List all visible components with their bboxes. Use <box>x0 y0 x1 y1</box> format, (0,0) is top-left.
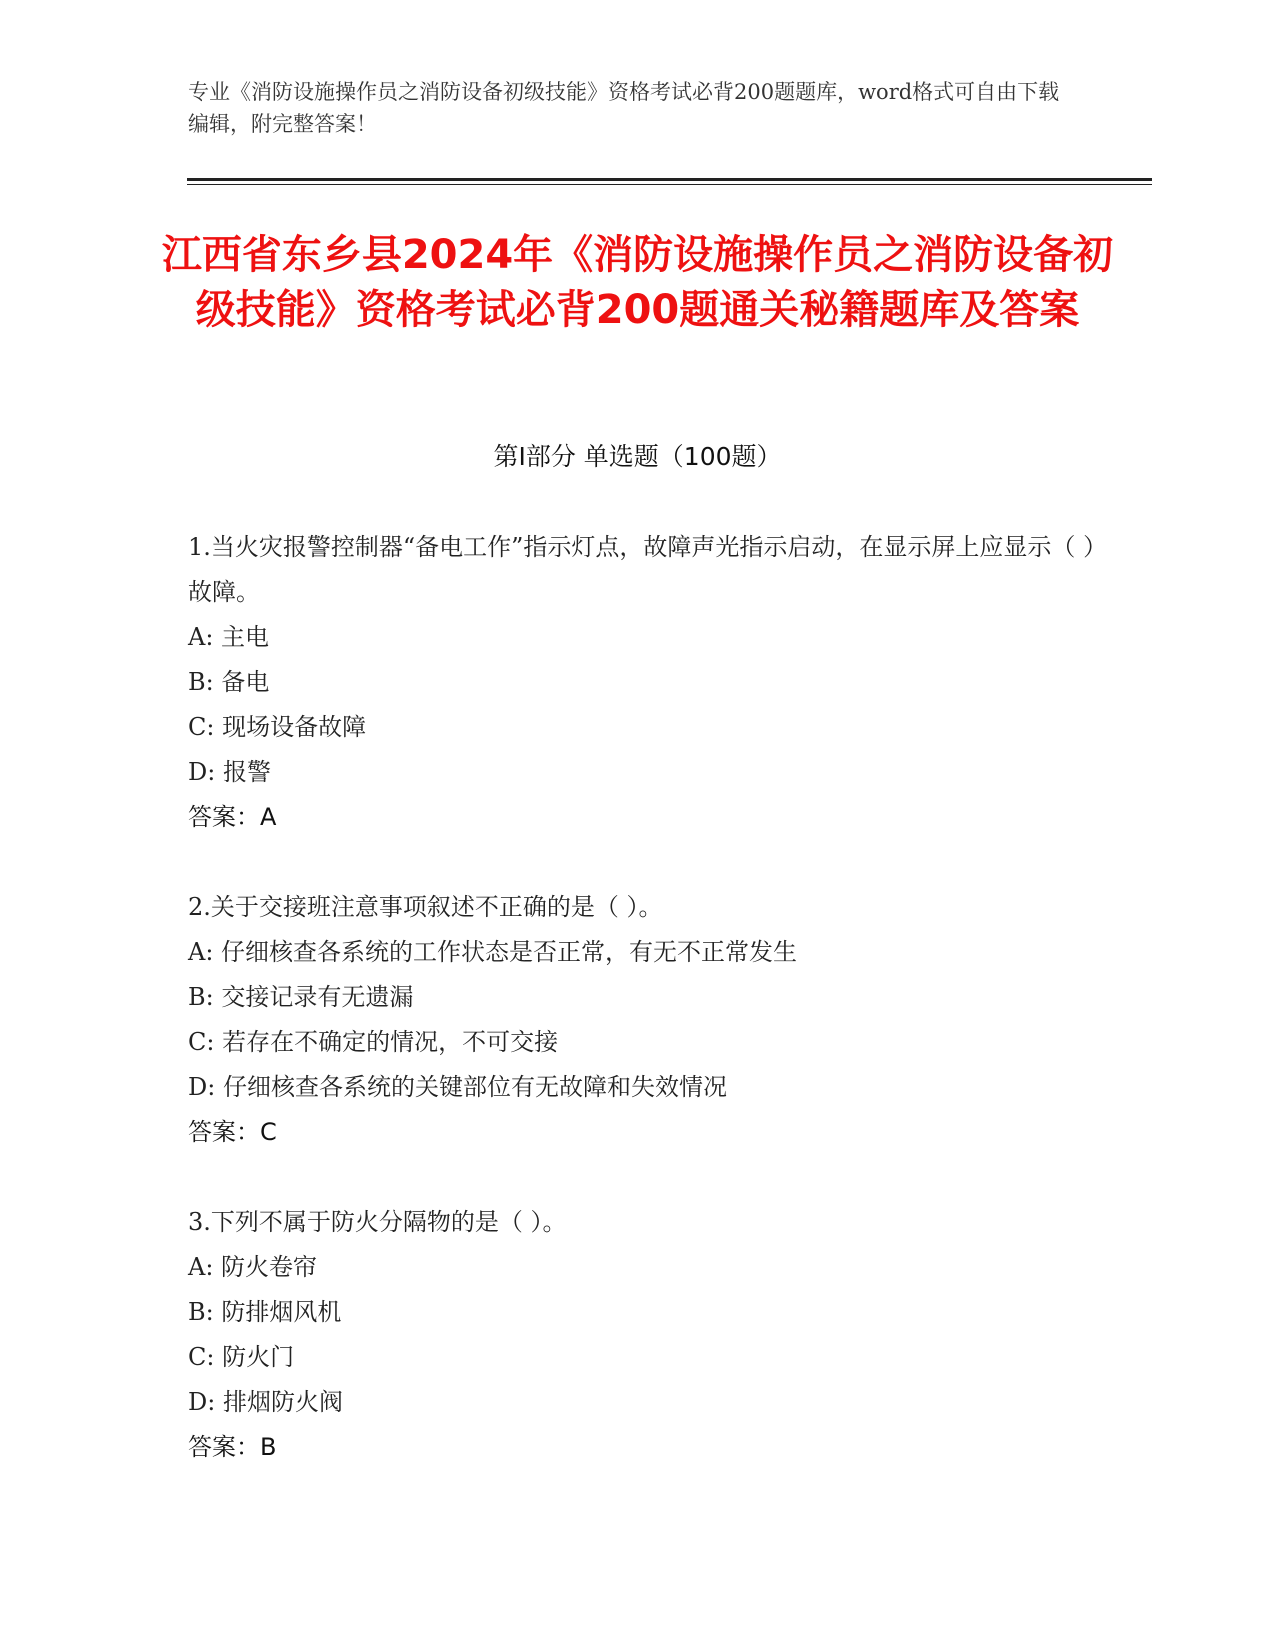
answer-line: 答案：C <box>188 1118 277 1146</box>
question-3 <box>188 1200 1108 1470</box>
option-a: A: 主电 <box>188 623 270 651</box>
answer-line: 答案：A <box>188 803 277 831</box>
question-stem: 3.下列不属于防火分隔物的是（ ）。 <box>188 1208 567 1236</box>
question-stem: 1.当火灾报警控制器“备电工作”指示灯点，故障声光指示启动，在显示屏上应显示（ ）故障。 <box>188 533 1108 606</box>
option-b: B: 防排烟风机 <box>188 1298 342 1326</box>
option-c: C: 现场设备故障 <box>188 713 367 741</box>
question-1 <box>188 525 1108 840</box>
header-note: 专业《消防设施操作员之消防设备初级技能》资格考试必背200题题库，word格式可自由下载编辑，附完整答案！ <box>188 80 1060 136</box>
option-a: A: 防火卷帘 <box>188 1253 318 1281</box>
header-divider-thin <box>187 184 1152 185</box>
question-list <box>188 525 1108 1515</box>
section-heading: 第Ⅰ部分 单选题（100题） <box>493 442 782 471</box>
document-title: 江西省东乡县2024年《消防设施操作员之消防设备初级技能》资格考试必背200题通关秘籍题库及答案 <box>161 232 1114 333</box>
answer-line: 答案：B <box>188 1433 277 1461</box>
option-d: D: 报警 <box>188 758 271 786</box>
option-b: B: 备电 <box>188 668 270 696</box>
question-stem: 2.关于交接班注意事项叙述不正确的是（ ）。 <box>188 893 663 921</box>
option-b: B: 交接记录有无遗漏 <box>188 983 414 1011</box>
option-a: A: 仔细核查各系统的工作状态是否正常，有无不正常发生 <box>188 938 798 966</box>
option-d: D: 仔细核查各系统的关键部位有无故障和失效情况 <box>188 1073 727 1101</box>
option-c: C: 若存在不确定的情况，不可交接 <box>188 1028 559 1056</box>
header-divider-thick <box>187 178 1152 181</box>
option-c: C: 防火门 <box>188 1343 295 1371</box>
question-2 <box>188 885 1108 1155</box>
option-d: D: 排烟防火阀 <box>188 1388 343 1416</box>
